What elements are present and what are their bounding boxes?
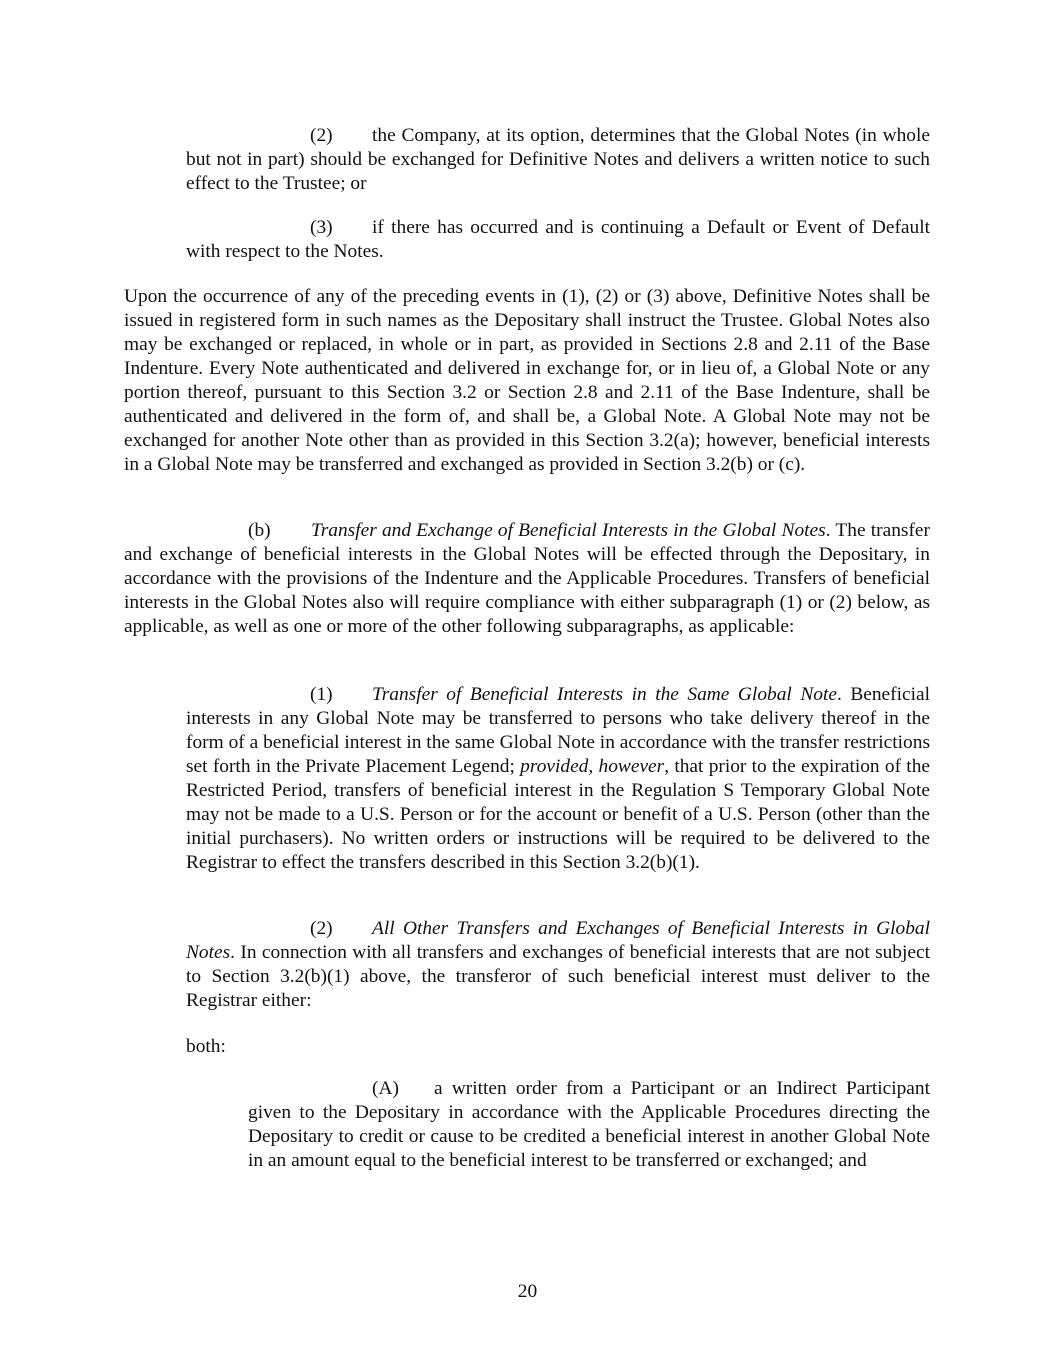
section-b-text: The transfer and exchange of beneficial interests in the Global Notes will be effected through the Depositary, in accordance with the provisions of the Indenture and the Applicable Procedures. Transfers of beneficial interests in the Global Notes also will require compliance with either subparagraph (1) or (2) below, as applicable, as well as one or more of the other following subparagraphs, as applicable: [124, 520, 930, 637]
however-term: however [598, 756, 665, 777]
subparagraph-1-text-b: , that prior to the expiration of the Restricted Period, transfers of beneficial interest in the Regulation S Temporary Global Note may not be made to a U.S. Person or for the account or benefit of a U.S. Person (other than the initial purchasers). No written orders or instructions will be required to be delivered to the Registrar to effect the transfers described in this Section 3.2(b)(1). [186, 756, 931, 873]
clause-2 [186, 124, 930, 196]
subparagraph-2 [186, 917, 930, 1013]
page-number: 20 [517, 1281, 538, 1302]
occurrence-paragraph: Upon the occurrence of any of the preceding events in (1), (2) or (3) above, Definitive Notes shall be issued in registered form in such names as the Depositary shall instruct the Trustee. Global Notes also may be exchanged or replaced, in whole or in part, as provided in Sections 2.8 and 2.11 of the Base Indenture. Every Note authenticated and delivered in exchange for, or in lieu of, a Global Note or any portion thereof, pursuant to this Section 3.2 or Section 2.8 and 2.11 of the Base Indenture, shall be authenticated and delivered in the form of, and shall be, a Global Note. A Global Note may not be exchanged for another Note other than as provided in this Section 3.2(a); however, beneficial interests in a Global Note may be transferred and exchanged as provided in Section 3.2(b) or (c). [124, 286, 930, 475]
subparagraph-2-number: (2) [310, 918, 333, 939]
clause-2-text: the Company, at its option, determines that the Global Notes (in whole but not in part) should be exchanged for Definitive Notes and delivers a written notice to such effect to the Trustee; or [186, 125, 930, 194]
subparagraph-1 [186, 683, 930, 875]
subparagraph-2-heading: All Other Transfers and Exchanges of Beneficial Interests in Global Notes [186, 918, 930, 963]
section-b [124, 519, 930, 639]
subparagraph-A [248, 1077, 930, 1173]
clause-2-number: (2) [310, 125, 333, 146]
subparagraph-1-heading: Transfer of Beneficial Interests in the Same Global Note [372, 684, 837, 705]
subparagraph-1-number: (1) [310, 684, 333, 705]
section-b-heading-end: . [825, 520, 831, 541]
subparagraph-1-text-a: . Beneficial interests in any Global Note may be transferred to persons who take delivery thereof in the form of a beneficial interest in the same Global Note in accordance with the transfer restrictions set forth in the Private Placement Legend; [186, 684, 930, 777]
both-label: both: [186, 1036, 226, 1057]
clause-3-text: if there has occurred and is continuing a Default or Event of Default with respect to the Notes. [186, 217, 930, 262]
subparagraph-A-text: a written order from a Participant or an Indirect Participant given to the Depositary in accordance with the Applicable Procedures directing the Depositary to credit or cause to be credited a beneficial interest in another Global Note in an amount equal to the beneficial interest to be transferred or exchanged; and [248, 1078, 930, 1171]
section-b-heading: Transfer and Exchange of Beneficial Interests in the Global Notes [311, 520, 826, 541]
clause-3 [186, 216, 930, 264]
subparagraph-A-number: (A) [372, 1078, 399, 1099]
clause-3-number: (3) [310, 217, 333, 238]
provided-term: provided [520, 756, 589, 777]
provided-comma: , [588, 756, 599, 777]
section-b-number: (b) [248, 520, 271, 541]
subparagraph-2-text: . In connection with all transfers and exchanges of beneficial interests that are not subject to Section 3.2(b)(1) above, the transferor of such beneficial interest must deliver to the Registrar either: [186, 942, 930, 1011]
